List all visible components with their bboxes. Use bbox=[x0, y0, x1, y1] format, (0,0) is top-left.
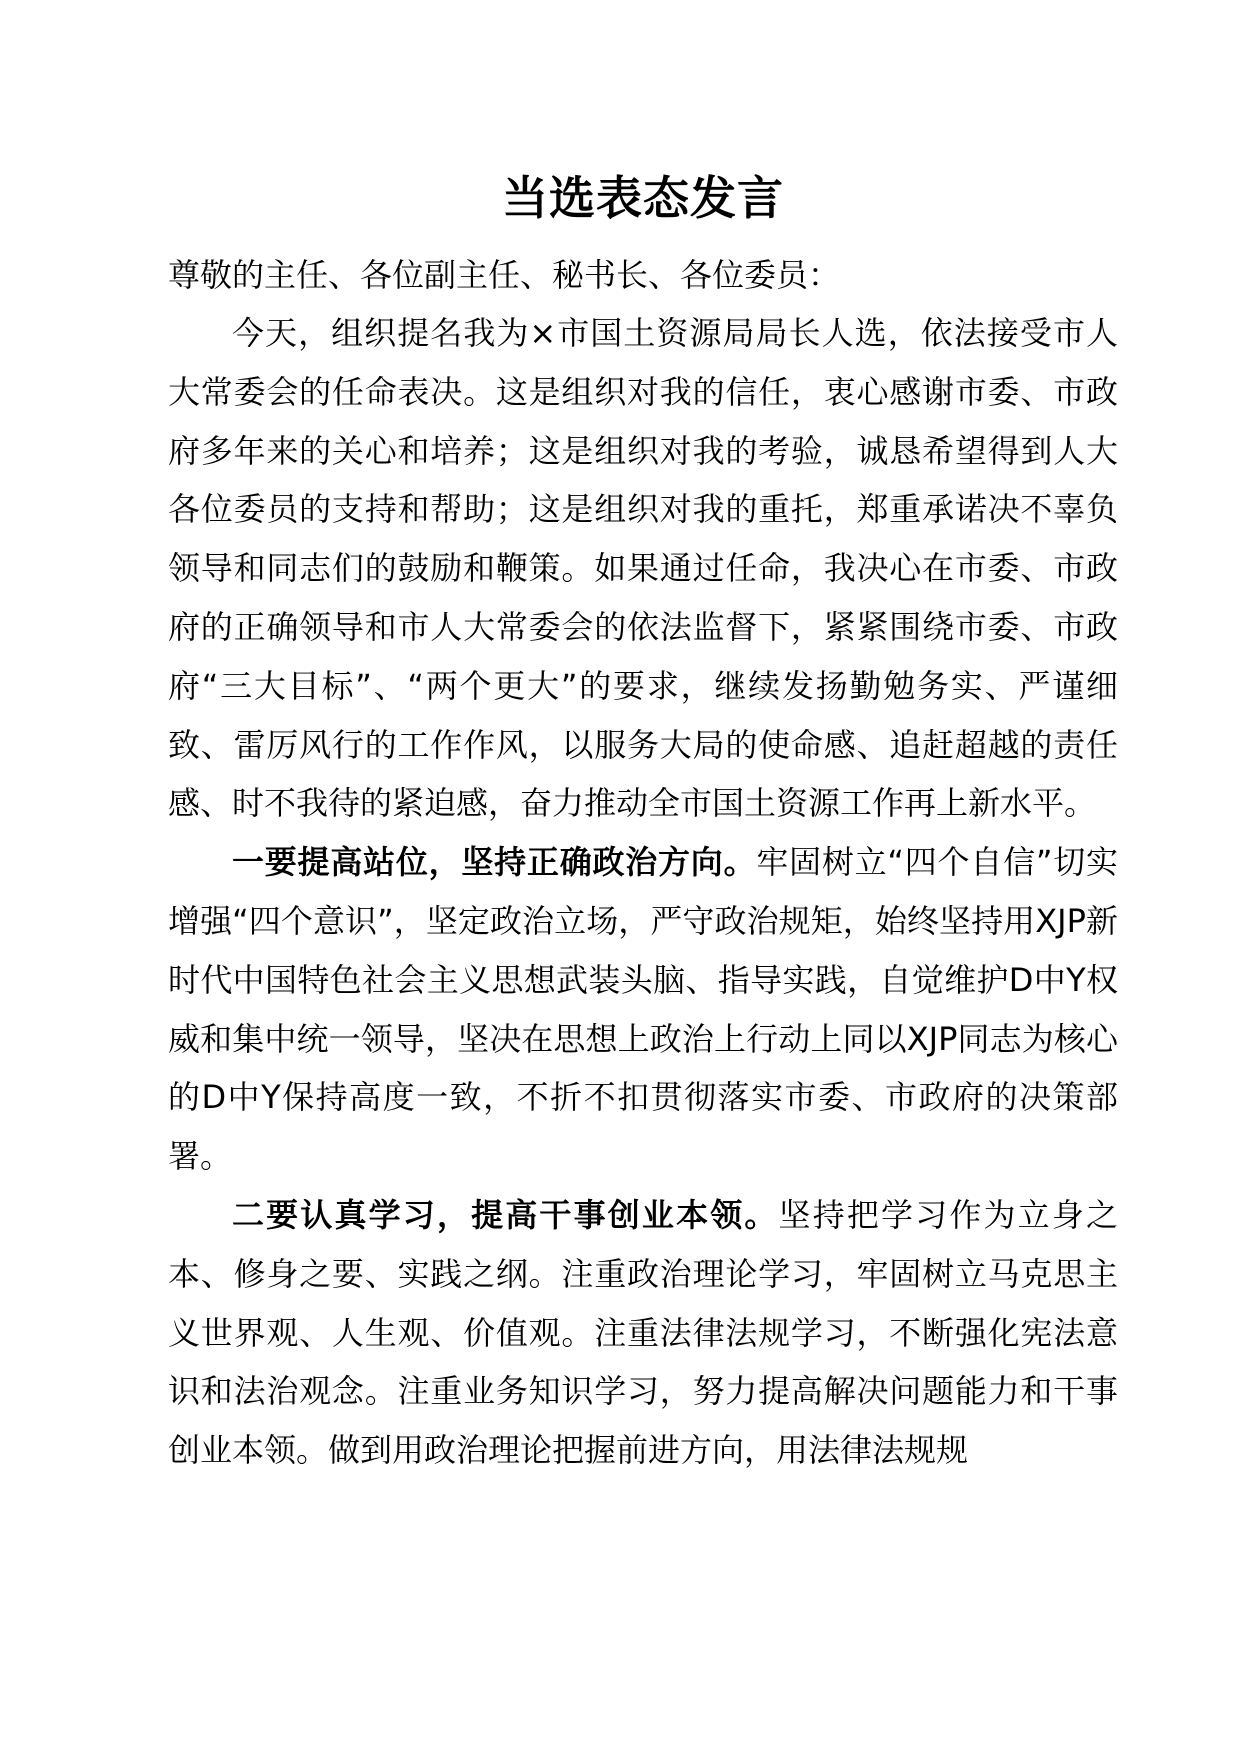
paragraph-text: 今天，组织提名我为×市国土资源局局长人选，依法接受市人大常委会的任命表决。这是组织对我的信任，衷心感谢市委、市政府多年来的关心和培养；这是组织对我的考验，诚恳希望得到人大各位委员的支持和帮助；这是组织对我的重托，郑重承诺决不辜负领导和同志们的鼓励和鞭策。如果通过任命，我决心在市委、市政府的正确领导和市人大常委会的依法监督下，紧紧围绕市委、市政府“三大目标”、“两个更大”的要求，继续发扬勤勉务实、严谨细致、雷厉风行的工作作风，以服务大局的使命感、追赶超越的责任感、时不我待的紧迫感，奋力推动全市国土资源工作再上新水平。 bbox=[168, 314, 1118, 823]
paragraph-intro bbox=[168, 304, 1118, 833]
paragraph-lead: 二要认真学习，提高干事创业本领。 bbox=[232, 1195, 779, 1234]
salutation: 尊敬的主任、各位副主任、秘书长、各位委员： bbox=[168, 256, 841, 294]
document-title: 当选表态发言 bbox=[502, 171, 784, 225]
paragraph-lead: 一要提高站位，坚持正确政治方向。 bbox=[232, 843, 757, 882]
paragraph-text: 牢固树立“四个自信”切实增强“四个意识”，坚定政治立场，严守政治规矩，始终坚持用XJP新时代中国特色社会主义思想武装头脑、指导实践，自觉维护D中Y权威和集中统一领导，坚决在思想上政治上行动上同以XJP同志为核心的D中Y保持高度一致，不折不扣贯彻落实市委、市政府的决策部署。 bbox=[168, 843, 1118, 1176]
document-page bbox=[168, 150, 1118, 1480]
paragraph-point-two bbox=[168, 1186, 1118, 1480]
paragraph-point-one bbox=[168, 833, 1118, 1186]
paragraph-text: 坚持把学习作为立身之本、修身之要、实践之纲。注重政治理论学习，牢固树立马克思主义世界观、人生观、价值观。注重法律法规学习，不断强化宪法意识和法治观念。注重业务知识学习，努力提高解决问题能力和干事创业本领。做到用政治理论把握前进方向，用法律法规规 bbox=[168, 1195, 1118, 1470]
